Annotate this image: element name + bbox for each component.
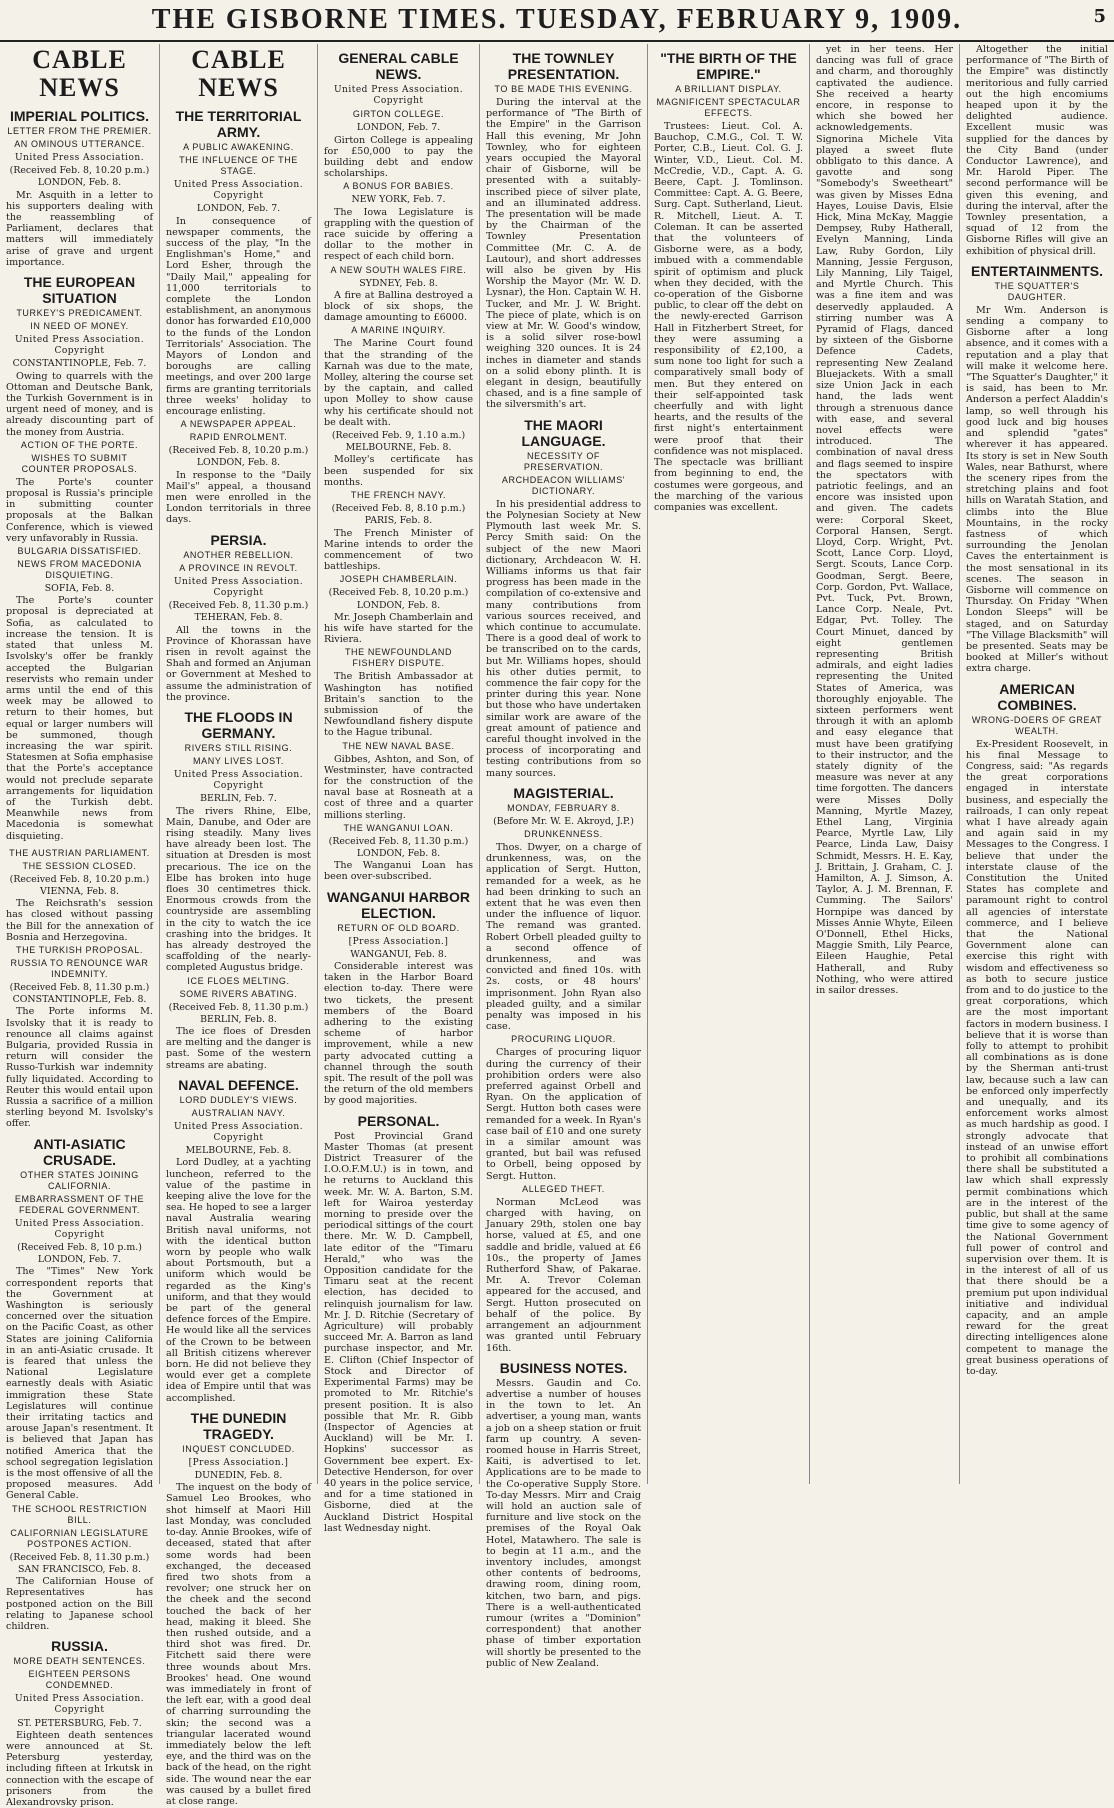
received-line: (Received Feb. 8, 10 p.m.) [17, 1242, 142, 1254]
column-3 [318, 44, 480, 1534]
received-line: (Received Feb. 8, 11.30 p.m.) [168, 1001, 309, 1013]
subheadline: ANOTHER REBELLION. [183, 549, 294, 560]
subheadline: RIVERS STILL RISING. [184, 742, 293, 753]
article-birth-of-empire [654, 50, 803, 513]
article-body: The Iowa Legislature is grappling with the question of race suicide by offering a dollar to the mother in respect of each child born. [324, 206, 473, 263]
article-body: The Marine Court found that the stranding of the Karnah was due to the mate, Molley, altering the course set by the captain, and called upon Molley to show cause why his certificate should not be dealt with. [324, 338, 473, 428]
article-territorial-army [166, 46, 311, 526]
headline: ENTERTAINMENTS. [971, 262, 1103, 279]
dateline: LONDON, Feb. 8. [196, 457, 281, 469]
article-personal [324, 1113, 473, 1534]
article-dunedin-tragedy [166, 1410, 311, 1807]
article-naval-defence [166, 1077, 311, 1404]
article-imperial-politics [6, 46, 153, 268]
press-credit: United Press Association. Copyright [14, 1218, 145, 1240]
dateline: VIENNA, Feb. 8. [40, 885, 119, 897]
press-credit: United Press Association. Copyright [173, 1121, 304, 1143]
received-line: (Received Feb. 8, 11.30 p.m.) [9, 1551, 150, 1563]
headline: THE TOWNLEY PRESENTATION. [507, 50, 620, 82]
subheadline: GIRTON COLLEGE. [352, 109, 445, 120]
subheadline: NECESSITY OF PRESERVATION. [523, 450, 604, 472]
dateline: BERLIN, Feb. 8. [200, 1013, 277, 1025]
headline: ANTI-ASIATIC CRUSADE. [33, 1135, 126, 1168]
received-line: (Received Feb. 8, 10.20 p.m.) [168, 445, 309, 457]
subheadline: A MARINE INQUIRY. [351, 325, 446, 336]
headline: AMERICAN COMBINES. [997, 680, 1077, 713]
article-body: The Porte informs M. Isvolsky that it is ready to renounce all claims against Bulgaria, provided Russia in return will consider the Russo-Turkish war indemnity fully liquidated. According to Reuter this would entail upon Russia a sacrifice of a million sterling beyond M. Isvolsky's offer. [6, 1006, 153, 1130]
presiding-line: (Before Mr. W. E. Akroyd, J.P.) [493, 815, 634, 827]
article-body: The French Minister of Marine intends to order the commencement of two battleships. [324, 527, 473, 573]
masthead [0, 0, 1114, 42]
subheadline: AN OMINOUS UTTERANCE. [14, 139, 145, 149]
article-body: The inquest on the body of Samuel Leo Brookes, who shot himself at Maori Hill last Monday, was concluded to-day. Annie Brookes, wife of deceased, stated that after some words had been exchanged, the deceased fired two shots from a revolver; one struck her on the cheek and the second touched the back of her head, making it bleed. She then rushed outside, and a third shot was fired. Dr. Fitchett said there were three wounds about Mrs. Brookes' head. One wound was immediately in front of the left ear, with a good deal of charring surrounding the skin; the second was a triangular lacerated wound immediately below the left eye, and the third was on the back of the head, on the right side. The wound near the ear was caused by a bullet fired at close range. [166, 1482, 311, 1807]
page-number: 5 [1093, 6, 1106, 27]
subheadline: A NEW SOUTH WALES FIRE. [330, 264, 467, 275]
subheadline: CALIFORNIAN LEGISLATURE POSTPONES ACTION. [10, 1527, 149, 1549]
subheadline: MORE DEATH SENTENCES. [13, 1656, 146, 1667]
subheadline: THE NEW NAVAL BASE. [342, 740, 455, 751]
subheadline: LETTER FROM THE PREMIER. [7, 126, 152, 136]
headline: WANGANUI HARBOR ELECTION. [326, 888, 471, 921]
subheadline: A PROVINCE IN REVOLT. [179, 562, 298, 573]
headline: "THE BIRTH OF THE EMPIRE." [660, 50, 797, 82]
subheadline: A NEWSPAPER APPEAL. [180, 419, 297, 430]
column-5 [648, 44, 810, 1484]
subheadline: EIGHTEEN PERSONS CONDEMNED. [28, 1669, 131, 1691]
article-body: Gibbes, Ashton, and Son, of Westminster, have contracted for the construction of the naval base at Rosneath at a cost of three and a quarter millions sterling. [324, 753, 473, 821]
subheadline: BULGARIA DISSATISFIED. [17, 546, 142, 557]
article-body: Molley's certificate has been suspended for six months. [324, 454, 473, 488]
article-body: All the towns in the Province of Khorassan have risen in revolt against the Shah and formed an Anjuman or Government at Meshed to assume the administration of the province. [166, 624, 311, 703]
received-line: (Received Feb. 8, 10.20 p.m.) [9, 165, 150, 177]
article-floods-germany [166, 709, 311, 1071]
article-body: Considerable interest was taken in the Harbor Board election to-day. There were two tickets, the present members of the Board adhering to the existing scheme of harbor improvement, while a new party advocated cutting a channel through the south spit. The result of the poll was the return of the old members by good majorities. [324, 960, 473, 1107]
subheadline: ARCHDEACON WILLIAMS' DICTIONARY. [501, 474, 626, 496]
dateline: PARIS, Feb. 8. [364, 515, 433, 527]
subheadline: WRONG-DOERS OF GREAT WEALTH. [971, 714, 1103, 736]
dateline: WANGANUI, Feb. 8. [350, 948, 447, 960]
article-european-situation [6, 274, 153, 842]
received-line: (Received Feb. 8, 11.30 p.m.) [9, 981, 150, 993]
subheadline: THE NEWFOUNDLAND FISHERY DISPUTE. [344, 647, 453, 669]
column-7 [960, 44, 1114, 1484]
dateline: MELBOURNE, Feb. 8. [185, 1145, 292, 1157]
article-body: Charges of procuring liquor during the currency of their prohibition orders were also preferred against Orbell and Ryan. On the application of Sergt. Hutton both cases were remanded for a week. In Ryan's case bail of £10 and one surety in a similar amount was granted, but bail was refused to Orbell, being opposed by Sergt. Hutton. [486, 1047, 641, 1182]
headline: PERSIA. [210, 531, 267, 548]
subheadline: DRUNKENNESS. [524, 828, 603, 839]
subheadline: PROCURING LIQUOR. [511, 1034, 616, 1045]
press-credit: United Press Association. Copyright [14, 1694, 145, 1716]
received-line: (Received Feb. 9, 1.10 a.m.) [331, 430, 466, 442]
article-body: The rivers Rhine, Elbe, Main, Danube, and Oder are rising steadily. Many lives have already been lost. The situation at Dresden is most precarious. The ice on the Elbe has broken into huge floes 30 centimetres thick. Enormous crowds from the countryside are assembling in the city to watch the ice crashing into the bridges. It has already destroyed the scaffolding of the nearly-completed Augustus bridge. [166, 805, 311, 974]
headline: RUSSIA. [51, 1638, 108, 1655]
article-business-notes [486, 1360, 641, 1669]
section-banner: CABLE NEWS [32, 45, 127, 102]
article-body: The Californian House of Representatives has postponed action on the Bill relating to Japanese school children. [6, 1576, 153, 1632]
article-body: In response to the "Daily Mail's" appeal, a thousand men were enrolled in the London territorials in three days. [166, 469, 311, 526]
article-anti-asiatic-crusade [6, 1136, 153, 1633]
subheadline: THE SESSION CLOSED. [22, 860, 137, 871]
article-body: In consequence of newspaper comments, the success of the play, "In the Englishman's Home," and Lord Esher, through the "Daily Mail," appealing for 11,000 territorials to complete the London establishment, an anonymous donor has forwarded £10,000 to the funds of the London Territorials' Association. The Mayors of London and boroughs are calling meetings, and over 200 large firms are granting territorials three weeks' holiday to encourage enlisting. [166, 215, 311, 418]
headline: PERSONAL. [357, 1112, 440, 1129]
dateline: LONDON, Feb. 8. [37, 177, 122, 189]
column-2 [160, 44, 318, 1807]
subheadline: OTHER STATES JOINING CALIFORNIA. [20, 1169, 139, 1191]
column-6 [810, 44, 960, 1484]
dateline: LONDON, Feb. 7. [196, 203, 281, 215]
article-body: Trustees: Lieut. Col. A. Bauchop, C.M.G., Col. T. W. Porter, C.B., Lieut. Col. G. J. Winter, V.D., Lieut. Col. M. McCredie, V.D., Capt. A. G. Beere, Capt. J. Tomlinson. Committee: Capt. A. G. Beere, Surg. Capt. Sutherland, Lieut. R. Mitchell, Lieut. A. T. Coleman. It can be asserted that the volunteers of Gisborne were, as a body, imbued with a commendable spirit of optimism and pluck when they decided, with the co-operation of the Gisborne public, to clear off the debt on the newly-erected Garrison Hall in Fitzherbert Street, for they were assuming a responsibility of £2,100, a sum none too light for such a comparatively small body of men. But they entered on their self-appointed task cheerfully and with light hearts, and the results of the first night's entertainment were proof that their confidence was not misplaced. The spectacle was brilliant from beginning to end, the costumes were gorgeous, and the marching of the various companies was excellent. [654, 121, 803, 513]
article-body: Owing to quarrels with the Ottoman and Deutsche Bank, the Turkish Government is in urgent need of money, and is already discounting part of the money from Austria. [6, 370, 153, 438]
headline: THE MAORI LANGUAGE. [521, 416, 606, 449]
article-body: Thos. Dwyer, on a charge of drunkenness, was, on the application of Sergt. Hutton, remanded for a week, as he had been drinking to such an extent that he was even then under the influence of liquor. The remand was granted. Robert Orbell pleaded guilty to a second offence of drunkenness, and was convicted and fined 10s. with 2s. costs, or 48 hours' imprisonment. John Ryan also pleaded guilty, and a similar penalty was imposed in his case. [486, 841, 641, 1033]
article-maori-language [486, 417, 641, 779]
article-body: Eighteen death sentences were announced at St. Petersburg yesterday, including fifteen at Irkutsk in connection with the escape of prisoners from the Alexandrovsky prison. [6, 1729, 153, 1808]
subheadline: RAPID ENROLMENT. [189, 432, 288, 443]
article-american-combines [966, 681, 1108, 1378]
newspaper-title: THE GISBORNE TIMES. TUESDAY, FEBRUARY 9, 1909. [151, 4, 963, 35]
article-townley-presentation [486, 50, 641, 411]
subheadline: MAGNIFICENT SPECTACULAR EFFECTS. [656, 97, 801, 118]
dateline: LONDON, Feb. 7. [37, 1254, 122, 1266]
dateline: BERLIN, Feb. 7. [200, 793, 277, 805]
headline: THE FLOODS IN GERMANY. [184, 708, 293, 741]
received-line: (Received Feb. 8, 11.30 p.m.) [328, 835, 469, 847]
press-credit: United Press Association. Copyright [14, 335, 145, 357]
subheadline: THE WANGANUI LOAN. [343, 822, 454, 833]
dateline: LONDON, Feb. 8. [356, 599, 441, 611]
dateline: SYDNEY, Feb. 8. [359, 277, 438, 289]
article-body: The Porte's counter proposal is depreciated at Sofia, as calculated to increase the tension. It is stated that unless M. Isvolsky's offer be frankly accepted the Bulgarian reservists who remain under arms until the end of this week may be allowed to return to their homes, but equal or larger numbers will be summoned, though increasing the war spirit. Statesmen at Sofia emphasise that the Porte's acceptance would not preclude separate arrangements for liquidation of the Turkish debt. Meanwhile news from Macedonia is somewhat disquieting. [6, 595, 153, 842]
dateline: LONDON, Feb. 7. [356, 122, 441, 134]
article-entertainments [966, 263, 1108, 675]
subheadline: WISHES TO SUBMIT COUNTER PROPOSALS. [21, 452, 138, 474]
article-body: Messrs. Gaudin and Co. advertise a number of houses in the town to let. An advertiser, a young man, wants a job on a sheep station or fruit farm up country. A seven-roomed house in Harris Street, Kaiti, is advertised to let. Applications are to be made to the Co-operative Supply Store. To-day Messrs. Mirr and Craig will hold an auction sale of furniture and live stock on the premises of the Royal Oak Hotel, Matawhero. The sale is to begin at 11 a.m., and the inventory includes, amongst other contents of bedrooms, drawing room, dining room, kitchen, two barn, and pigs. There is a well-authenticated rumour (writes a "Dominion" correspondent) that another phase of timber exportation will shortly be presented to the public of New Zealand. [486, 1377, 641, 1669]
dateline: SAN FRANCISCO, Feb. 8. [18, 1563, 141, 1575]
subheadline: TO BE MADE THIS EVENING. [494, 84, 633, 94]
article-body: The ice floes of Dresden are melting and the danger is past. Some of the western streams are abating. [166, 1025, 311, 1071]
subheadline: A PUBLIC AWAKENING. [183, 142, 294, 152]
article-body: Lord Dudley, at a yachting luncheon, referred to the value of the pastime in keeping alive the love for the sea. He hoped to see a larger naval Australia wearing British naval uniforms, not with the identical button worn by people who walk about Portsmouth, but a uniform which would be regarded as the King's uniform, and that they would be part of the general defence forces of the Empire. He would like all the services of the Crown to be between all British citizens wherever born. He did not believe they would ever get a complete idea of Empire until that was accomplished. [166, 1157, 311, 1404]
press-credit: United Press Association. Copyright [333, 85, 464, 107]
dateline: SOFIA, Feb. 8. [44, 583, 115, 595]
headline: GENERAL CABLE NEWS. [338, 50, 459, 82]
section-banner: CABLE NEWS [191, 45, 286, 102]
dateline: NEW YORK, Feb. 7. [351, 194, 446, 206]
subheadline: EMBARRASSMENT OF THE FEDERAL GOVERNMENT. [14, 1193, 145, 1215]
subheadline: A BRILLIANT DISPLAY. [675, 84, 782, 94]
headline: IMPERIAL POLITICS. [10, 108, 149, 124]
subheadline: LORD DUDLEY'S VIEWS. [179, 1094, 298, 1105]
article-body: The Porte's counter proposal is Russia's principle in submitting counter proposals at the Balkan Conference, which is viewed very unfavorably in Russia. [6, 476, 153, 544]
subheadline: THE FRENCH NAVY. [350, 490, 447, 501]
dateline: TEHERAN, Feb. 8. [194, 612, 283, 624]
received-line: (Received Feb. 8, 11.30 p.m.) [168, 600, 309, 612]
article-birth-of-empire-continued [816, 44, 953, 996]
headline: NAVAL DEFENCE. [178, 1076, 299, 1093]
article-wanganui-harbor [324, 889, 473, 1107]
article-body: The Wanganui Loan has been over-subscribed. [324, 860, 473, 883]
subheadline: THE TURKISH PROPOSAL. [16, 944, 143, 955]
article-body: The "Times" New York correspondent reports that the Government at Washington is seriously concerned over the situation on the Pacific Coast, as other States are joining California in an anti-Asiatic crusade. It is feared that unless the National Legislature earnestly deals with Asiatic immigration these State Legislatures will continue their irritating tactics and arouse Japan's resentment. It is believed that Japan has notified America that the school segregation legislation is the most offensive of all the proposed measures. Add General Cable. [6, 1266, 153, 1502]
subheadline: THE SQUATTER'S DAUGHTER. [994, 280, 1080, 302]
dateline: DUNEDIN, Feb. 8. [194, 1470, 283, 1482]
dateline: LONDON, Feb. 8. [356, 847, 441, 859]
subheadline: TURKEY'S PREDICAMENT. [16, 308, 143, 319]
press-credit: United Press Association. Copyright [173, 180, 304, 202]
dateline: CONSTANTINOPLE, Feb. 7. [12, 358, 147, 370]
subheadline: ALLEGED THEFT. [522, 1183, 605, 1194]
subheadline: MONDAY, FEBRUARY 8. [507, 802, 620, 813]
article-body: A fire at Ballina destroyed a block of six shops, the damage amounting to £6000. [324, 289, 473, 324]
article-body: Mr. Joseph Chamberlain and his wife have started for the Riviera. [324, 611, 473, 646]
headline: THE EUROPEAN SITUATION [23, 274, 136, 307]
subheadline: JOSEPH CHAMBERLAIN. [339, 574, 458, 585]
article-body: The British Ambassador at Washington has notified Britain's sanction to the submission of the Newfoundland fishery dispute to the Hague tribunal. [324, 671, 473, 739]
article-magisterial [486, 785, 641, 1354]
press-credit: [Press Association.] [348, 936, 449, 947]
received-line: (Received Feb. 8, 8.10 p.m.) [331, 503, 466, 515]
press-credit: United Press Association. [14, 153, 145, 163]
subheadline: IN NEED OF MONEY. [30, 321, 129, 332]
article-body: In his presidential address to the Polynesian Society at New Plymouth last week Mr. S. Percy Smith said: On the subject of the new Maori dictionary, Archdeacon W. H. Williams informs us that fair progress has been made in the compilation of co-extensive and many contributions from various sources received, and which continue to accumulate. There is a good deal of work to be transcribed on to the cards, but Mr. Williams hopes, should his other duties permit, to commence the fair copy for the printer during this year. None but those who have undertaken similar work are aware of the great amount of patience and careful thought involved in the process of incorporating and testing contributions from so many sources. [486, 498, 641, 779]
article-body: During the interval at the performance of "The Birth of the Empire" in the Garrison Hall this evening, Mr John Townley, who for eighteen years occupied the Mayoral chair of Gisborne, will be presented with a suitably-inscribed piece of silver plate, and an illuminated address. The presentation will be made by the Chairman of the Townley Presentation Committee (Mr. C. A. de Lautour), and short addresses will also be given by His Worship the Mayor (Mr. W. D. Lysnar), the Hon. Captain W. H. Tucker, and Mr. J. W. Bright. The piece of plate, which is on view at Mr. W. Good's window, is a solid silver rose-bowl weighing 320 ounces. It is 24 inches in diameter and stands on a solid ebony plinth. It is elegant in design, beautifully chased, and is a fine sample of the silversmith's art. [486, 97, 641, 411]
article-body: Norman McLeod was charged with having, on January 29th, stolen one bay horse, valued at £5, and one saddle and bridle, valued at £6 10s., the property of James Rutherford Shaw, of Pakarae. Mr. A. Trevor Coleman appeared for the accused, and Sergt. Hutton prosecuted on behalf of the police. By arrangement an adjournment was granted until February 16th. [486, 1196, 641, 1354]
subheadline: RUSSIA TO RENOUNCE WAR INDEMNITY. [10, 957, 149, 979]
headline: BUSINESS NOTES. [499, 1359, 628, 1376]
subheadline: SOME RIVERS ABATING. [179, 988, 298, 999]
dateline: ST. PETERSBURG, Feb. 7. [17, 1717, 142, 1729]
article-body: Mr. Asquith in a letter to his supporters dealing with the reassembling of Parliament, declares that matters will immediately arise of grave and urgent importance. [6, 189, 153, 268]
subheadline: ACTION OF THE PORTE. [20, 439, 139, 450]
subheadline: ICE FLOES MELTING. [187, 975, 290, 986]
article-body: The Reichsrath's session has closed without passing the Bill for the annexation of Bosnia and Herzegovina. [6, 898, 153, 943]
press-credit: [Press Association.] [188, 1457, 289, 1468]
article-body: Altogether the initial performance of "The Birth of the Empire" was distinctly meritorious and fully carried out the high encomiums heaped upon it by the delighted audience. Excellent music was supplied for the dances by the City Band (under Conductor Lawrence), and Mr. Harold Piper. The second performance will be given this evening, and during the interval, after the Townley presentation, a squad of 12 from the Gisborne Rifles will give an exhibition of physical drill. [966, 44, 1108, 257]
press-credit: United Press Association. Copyright [173, 576, 304, 598]
article-body: Ex-President Roosevelt, in his final Message to Congress, said: "As regards the great corporations engaged in interstate business, and especially the railroads, I can only repeat what I have already again and again said in my Messages to the Congress. I believe that under the interstate clause of the Constitution the United States has complete and paramount right to control all agencies of interstate commerce, and I believe that the National Government alone can exercise this right with wisdom and effectiveness so as both to secure justice from and to do justice to the great corporations, which are the most important factors in modern business. I believe that it is worse than folly to attempt to prohibit all combinations as is done by the Sherman anti-trust law, because such a law can be enforced only imperfectly and unequally, and its enforcement works almost as much hardship as good. I strongly advocate that instead of an unwise effort to prohibit all combinations there shall be substituted a law which shall expressly permit combinations which are in the interest of the public, but shall at the same time give to some agency of the National Government full power of control and supervision over them. It is in the interest of all of us that there should be a premium put upon individual initiative and individual capacity, and an ample reward for the great directing intelligences alone competent to manage the great business operations of to-day. [966, 738, 1108, 1377]
received-line: (Received Feb. 8, 10.20 p.m.) [328, 587, 469, 599]
column-1 [0, 44, 160, 1808]
subheadline: RETURN OF OLD BOARD. [337, 922, 460, 933]
article-austrian-parliament [6, 848, 153, 1130]
dateline: MELBOURNE, Feb. 8. [345, 442, 452, 454]
headline: THE DUNEDIN TRAGEDY. [190, 1409, 287, 1442]
dateline: CONSTANTINOPLE, Feb. 8. [12, 994, 147, 1006]
subheadline: AUSTRALIAN NAVY. [191, 1107, 286, 1118]
headline: MAGISTERIAL. [513, 784, 614, 801]
subheadline: INQUEST CONCLUDED. [182, 1443, 295, 1454]
article-body: Girton College is appealing for £50,000 to pay the building debt and endow scholarships. [324, 134, 473, 180]
column-4 [480, 44, 648, 1669]
subheadline: THE SCHOOL RESTRICTION BILL. [12, 1503, 147, 1525]
subheadline: NEWS FROM MACEDONIA DISQUIETING. [17, 559, 142, 581]
article-russia [6, 1638, 153, 1808]
subheadline: THE AUSTRIAN PARLIAMENT. [9, 847, 150, 858]
received-line: (Received Feb. 8, 10.20 p.m.) [9, 873, 150, 885]
article-body: yet in her teens. Her dancing was full of grace and charm, and thoroughly captivated the audience. She received a hearty encore, in response to which she bowed her acknowledgements. Signorina Michele Vita played a sweet flute obbligato to this dance. A gavotte and song "Somebody's Sweetheart" was given by Misses Edna Hayes, Louise Davis, Elsie Hick, Mina McKay, Maggie Dempsey, Ruby Hatherall, Evelyn Manning, Linda Law, Ruby Gordon, Lily Manning, Jessie Ferguson, Lily Manning, Lily Taigel, and Myrtle Church. This was a fine item and was deservedly applauded. A stirring number was A Pyramid of Flags, danced by sixteen of the Gisborne Defence Cadets, representing New Zealand Bluejackets. With a small size Union Jack in each hand, the lads went through a strenuous dance with ease, and several novel effects were introduced. The combination of naval dress and flags seemed to inspire the spectators with patriotic feelings, and an encore was insisted upon and given. The cadets were: Corporal Skeet, Corporal Hansen, Sergt. Lloyd, Corp. Wright, Pvt. Scott, Lance Corp. Lloyd, Sergt. Scouts, Lance Corp. Goodman, Sergt. Beere, Corp. Gordon, Pvt. Wallace, Pvt. Tuck, Pvt. Brown, Lance Corp. Neale, Pvt. Edgar, Pvt. Tolley. The Court Minuet, danced by eight gentlemen representing British admirals, and eight ladies representing the United States of America, was thoroughly enjoyable. The sixteen performers went through it with an aplomb and easy elegance that must have been gratifying to their instructor, and the stately dignity of the measure was never at any time forgotten. The dancers were Misses Dolly Manning, Myrtle Mazey, Ethel Lang, Virginia Pearce, Myrtle Law, Lily Pearce, Linda Law, Daisy Schmidt, Messrs. H. E. Kay, J. Brittain, J. Graham, C. J. Hamilton, A. J. Simson, A. Taylor, A. J. M. Brennan, F. Cumming. The Sailors' Hornpipe was danced by Misses Annie Whyte, Eileen O'Donnell, Ethel Hicks, Maggie Smith, Lily Pearce, Eileen Haughie, Petal Hatherall, and Ruby Nothing, who were attired in sailor dresses. [816, 44, 953, 997]
press-credit: United Press Association. Copyright [173, 769, 304, 792]
article-body: Post Provincial Grand Master Thomas (at present District Treasurer of the I.O.O.F.M.U.) is in town, and he returns to Auckland this week. Mr. W. A. Barton, S.M. left for Wairoa yesterday morning to preside over the periodical sittings of the court there. Mr. W. D. Campbell, late editor of the "Timaru Herald," who was the Opposition candidate for the Timaru seat at the recent election, has decided to relinquish journalism for law. Mr. J. D. Ritchie (Secretary of Agriculture) will probably succeed Mr. A. Barron as land purchase inspector, and Mr. E. Clifton (Chief Inspector of Stock and Director of Experimental Farms) may be promoted to Mr. Ritchie's present position. It is also possible that Mr. R. Gibb (Inspector of Agencies at Auckland) will be Mr. I. Hopkins' successor as Government bee expert. Ex-Detective Henderson, for over 40 years in the police service, and for a time stationed in Gisborne, died at the Auckland District Hospital last Wednesday night. [324, 1130, 473, 1534]
article-general-cable-news [324, 50, 473, 883]
headline: THE TERRITORIAL ARMY. [175, 108, 302, 140]
article-persia [166, 532, 311, 703]
article-body: Mr Wm. Anderson is sending a company to Gisborne after a long absence, and it comes with a reputation and a play that will make it welcome here. "The Squatter's Daughter," it is said, has been to Mr. Anderson a perfect Aladdin's lamp, so well through his good luck and big houses and splendid "gates" wherever it has appeared. Its story is set in New South Wales, near Bathurst, where the scenery ripes from the stretching plains and foot hills on Waratah Station, and climbs into the Blue Mountains, in the rocky fastness of which surrounding the Jenolan Caves the entertainment is the most sensational in its scenes. The season in Gisborne will commence on Thursday. On Friday "When London Sleeps" will be staged, and on Saturday "The Village Blacksmith" will be presented. Seats may be booked at Miller's without extra charge. [966, 304, 1108, 675]
subheadline: THE INFLUENCE OF THE STAGE. [179, 155, 298, 176]
subheadline: A BONUS FOR BABIES. [343, 181, 454, 192]
subheadline: MANY LIVES LOST. [193, 755, 284, 766]
article-birth-of-empire-conclusion [966, 44, 1108, 257]
